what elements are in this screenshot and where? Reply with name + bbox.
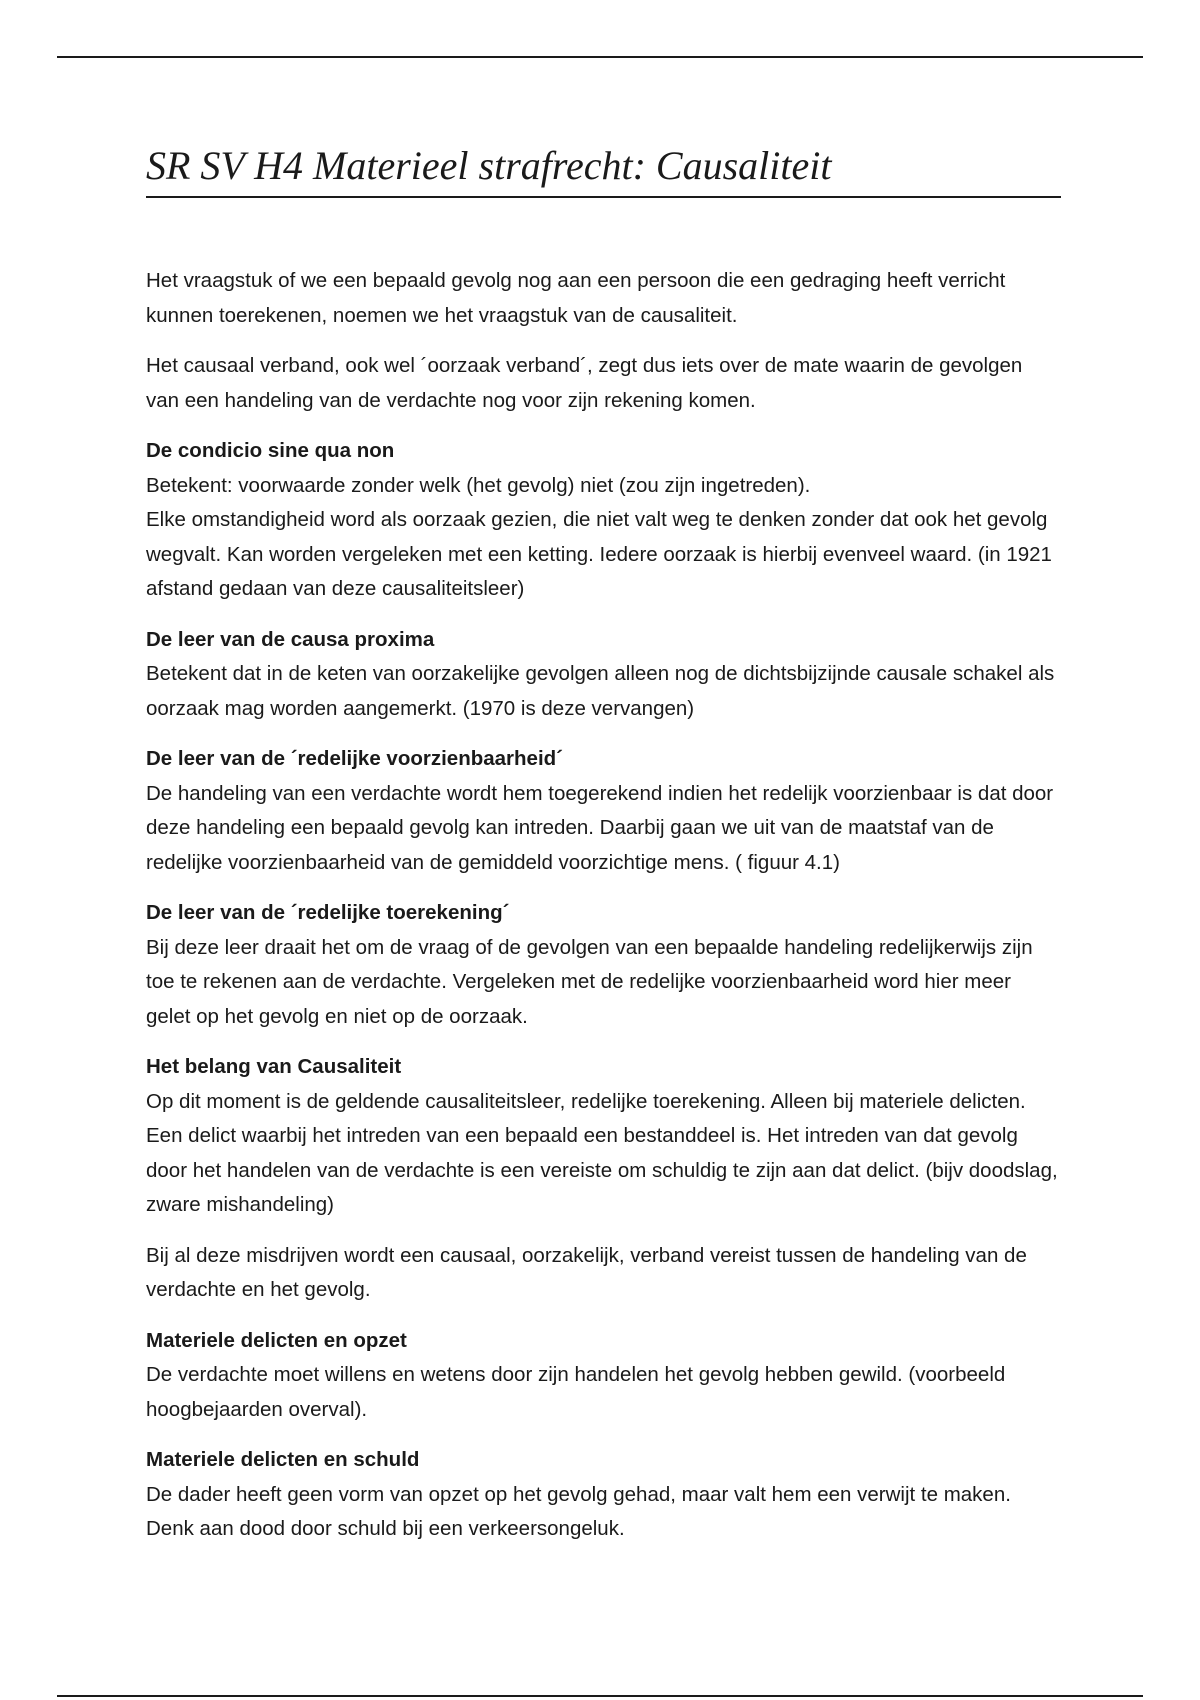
section-materiele-delicten-schuld [146, 1443, 1061, 1547]
middle-paragraph: Bij al deze misdrijven wordt een causaal, oorzakelijk, verband vereist tussen de handeling van de verdachte en het gevolg. [146, 1243, 1027, 1301]
document-body [146, 264, 1061, 1547]
section-heading: Materiele delicten en schuld [146, 1448, 420, 1471]
section-heading: De leer van de ´redelijke voorzienbaarheid´ [146, 747, 563, 770]
section-heading: Materiele delicten en opzet [146, 1328, 407, 1352]
section-causa-proxima [146, 623, 1061, 727]
intro-paragraph-1: Het vraagstuk of we een bepaald gevolg nog aan een persoon die een gedraging heeft verricht kunnen toerekenen, noemen we het vraagstuk van de causaliteit. [146, 269, 1006, 327]
section-redelijke-toerekening [146, 896, 1061, 1034]
document-title: SR SV H4 Materieel strafrecht: Causaliteit [146, 140, 1061, 198]
section-heading: De leer van de ´redelijke toerekening´ [146, 901, 510, 924]
top-rule [57, 56, 1143, 58]
section-text: Betekent: voorwaarde zonder welk (het gevolg) niet (zou zijn ingetreden). [146, 473, 811, 497]
section-materiele-delicten-opzet [146, 1324, 1061, 1428]
section-heading: Het belang van Causaliteit [146, 1055, 402, 1078]
section-text: Bij deze leer draait het om de vraag of de gevolgen van een bepaalde handeling redelijkerwijs zijn toe te rekenen aan de verdachte. Vergeleken met de redelijke voorzienbaarheid word hier meer gelet op het gevolg en niet op de oorzaak. [146, 935, 1033, 1028]
section-condicio-sine-qua-non [146, 434, 1061, 607]
section-text: De handeling van een verdachte wordt hem toegerekend indien het redelijk voorzienbaar is dat door deze handeling een bepaald gevolg kan intreden. Daarbij gaan we uit van de maatstaf van de redelijke voorzienbaarheid van de gemiddeld voorzichtige mens. ( figuur 4.1) [146, 781, 1054, 874]
section-belang-causaliteit [146, 1050, 1061, 1223]
document-page [146, 140, 1061, 1563]
bottom-rule [57, 1695, 1143, 1697]
section-text: Elke omstandigheid word als oorzaak gezien, die niet valt weg te denken zonder dat ook het gevolg wegvalt. Kan worden vergeleken met een ketting. Iedere oorzaak is hierbij evenveel waard. (in 1921 afstand gedaan van deze causaliteitsleer) [146, 508, 1052, 600]
section-text: Betekent dat in de keten van oorzakelijke gevolgen alleen nog de dichtsbijzijnde causale schakel als oorzaak mag worden aangemerkt. (1970 is deze vervangen) [146, 662, 1055, 720]
section-text: Op dit moment is de geldende causaliteitsleer, redelijke toerekening. Alleen bij materiele delicten. Een delict waarbij het intreden van een bepaald een bestanddeel is. Het intreden van dat gevolg door het handelen van de verdachte is een vereiste om schuldig te zijn aan dat delict. (bijv doodslag, zware mishandeling) [146, 1089, 1058, 1216]
section-text: De dader heeft geen vorm van opzet op het gevolg gehad, maar valt hem een verwijt te maken. Denk aan dood door schuld bij een verkeersongeluk. [146, 1482, 1011, 1540]
section-redelijke-voorzienbaarheid [146, 742, 1061, 880]
section-text: De verdachte moet willens en wetens door zijn handelen het gevolg hebben gewild. (voorbeeld hoogbejaarden overval). [146, 1363, 1006, 1421]
intro-paragraph-2: Het causaal verband, ook wel ´oorzaak verband´, zegt dus iets over de mate waarin de gevolgen van een handeling van de verdachte nog voor zijn rekening komen. [146, 354, 1023, 412]
section-heading: De condicio sine qua non [146, 439, 395, 462]
section-heading: De leer van de causa proxima [146, 627, 435, 651]
